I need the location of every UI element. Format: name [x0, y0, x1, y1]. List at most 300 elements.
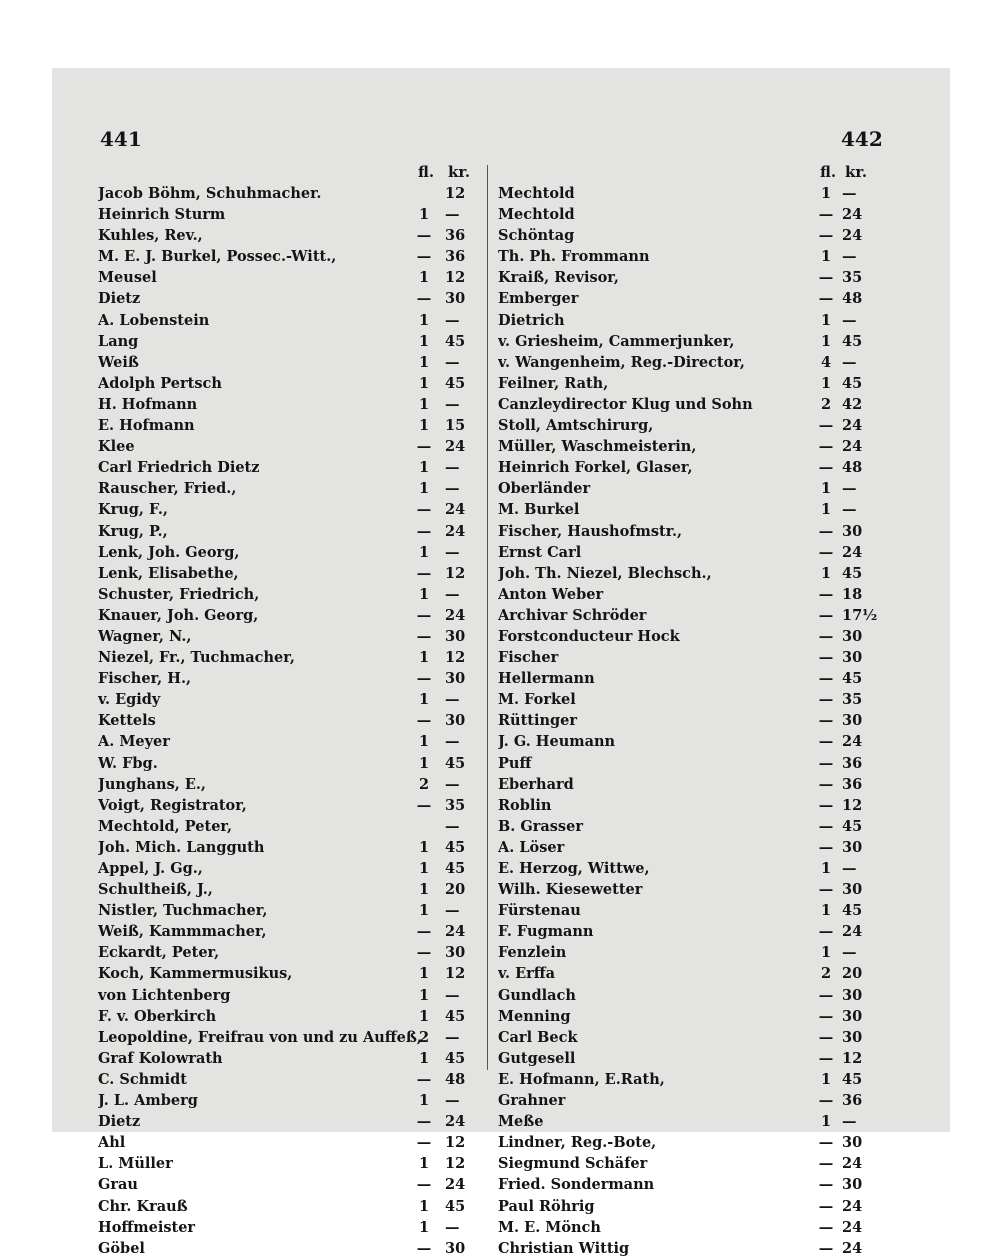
florin-amount: 1 [418, 754, 430, 772]
subscriber-name: F. v. Oberkirch [98, 1007, 217, 1025]
ledger-row [98, 668, 476, 689]
kreuzer-amount: 12 [445, 564, 466, 582]
florin-amount: — [818, 796, 834, 814]
ledger-row [498, 1153, 872, 1174]
ledger-row [98, 542, 476, 563]
subscriber-name: Lenk, Joh. Georg, [98, 543, 240, 561]
ledger-row [498, 858, 872, 879]
ledger-row [98, 310, 476, 331]
kreuzer-amount: 30 [445, 1239, 466, 1257]
florin-amount: — [818, 775, 834, 793]
subscriber-name: W. Fbg. [98, 754, 158, 772]
ledger-row [98, 1090, 476, 1111]
florin-amount: — [818, 881, 834, 899]
kreuzer-amount: 24 [842, 417, 863, 435]
subscriber-name: Archivar Schröder [498, 606, 647, 624]
kreuzer-amount: — [842, 1113, 857, 1131]
kreuzer-amount: 18 [842, 585, 863, 603]
ledger-row [98, 457, 476, 478]
ledger-row [98, 1111, 476, 1132]
ledger-row [98, 352, 476, 373]
ledger-row [98, 394, 476, 415]
ledger-row [498, 626, 872, 647]
kreuzer-amount: 30 [842, 1007, 863, 1025]
florin-amount: 1 [418, 838, 430, 856]
florin-amount: — [416, 1239, 432, 1257]
ledger-row [498, 942, 872, 963]
ledger-row [498, 563, 872, 584]
florin-amount: 1 [418, 1218, 430, 1236]
ledger-row [498, 816, 872, 837]
kreuzer-amount: 24 [842, 1239, 863, 1257]
kreuzer-amount: 24 [445, 1113, 466, 1131]
ledger-row [98, 647, 476, 668]
kreuzer-amount: — [445, 1092, 460, 1110]
ledger-row [498, 1027, 872, 1048]
florin-amount: 1 [418, 649, 430, 667]
florin-amount: 4 [820, 353, 832, 371]
right-column [498, 163, 878, 1259]
florin-amount: 1 [418, 206, 430, 224]
kreuzer-amount: — [445, 543, 460, 561]
kreuzer-amount: — [842, 501, 857, 519]
ledger-row [98, 710, 476, 731]
kreuzer-amount: 30 [842, 712, 863, 730]
kreuzer-amount: 24 [842, 543, 863, 561]
florin-amount: — [818, 670, 834, 688]
florin-amount: — [818, 438, 834, 456]
kreuzer-amount: 24 [842, 1218, 863, 1236]
subscriber-name: Hellermann [498, 670, 595, 688]
subscriber-name: Gutgesell [498, 1049, 576, 1067]
subscriber-name: Carl Friedrich Dietz [98, 459, 260, 477]
florin-amount: — [818, 838, 834, 856]
florin-amount: 1 [820, 860, 832, 877]
florin-amount: 1 [820, 374, 832, 392]
column-header [498, 163, 872, 183]
subscriber-name: Wagner, N., [98, 627, 192, 645]
florin-amount: — [818, 986, 834, 1004]
kreuzer-amount: 30 [445, 944, 466, 962]
subscriber-name: Leopoldine, Freifrau von und zu Auffeß, [98, 1028, 422, 1046]
subscriber-name: v. Egidy [98, 691, 161, 709]
subscriber-name: Paul Röhrig [498, 1197, 595, 1215]
ledger-row [98, 1196, 476, 1217]
kreuzer-amount: 24 [842, 1197, 863, 1215]
subscriber-name: H. Hofmann [98, 395, 198, 413]
subscriber-name: Kuhles, Rev., [98, 227, 203, 245]
florin-amount: 1 [820, 1070, 832, 1088]
ledger-row [498, 921, 872, 942]
kreuzer-amount: — [445, 733, 460, 751]
kreuzer-amount: 45 [842, 670, 863, 688]
kreuzer-amount: 30 [842, 627, 863, 645]
subscriber-name: Krug, F., [98, 501, 168, 519]
kreuzer-amount: 24 [445, 522, 466, 540]
subscriber-name: J. G. Heumann [498, 733, 616, 751]
ledger-row [498, 478, 872, 499]
kreuzer-amount: 24 [445, 501, 466, 519]
ledger-row [498, 584, 872, 605]
subscriber-name: Canzleydirector Klug und Sohn [498, 395, 753, 413]
subscriber-name: Kraiß, Revisor, [498, 269, 619, 287]
kreuzer-amount: 24 [445, 438, 466, 456]
ledger-row [498, 1238, 872, 1259]
ledger-row [98, 1174, 476, 1195]
subscriber-name: Oberländer [498, 480, 591, 498]
florin-amount: — [818, 1176, 834, 1194]
column-divider [487, 165, 488, 1070]
kreuzer-amount: 30 [842, 1176, 863, 1194]
florin-amount: — [416, 796, 432, 814]
ledger-row [98, 900, 476, 921]
subscriber-name: Heinrich Sturm [98, 206, 226, 224]
subscriber-name: L. Müller [98, 1155, 173, 1173]
kreuzer-amount: 35 [842, 691, 863, 709]
florin-amount: — [416, 564, 432, 582]
florin-amount: — [416, 227, 432, 245]
page-number-right: 442 [841, 127, 883, 151]
ledger-row [98, 605, 476, 626]
subscriber-name: M. E. Mönch [498, 1218, 601, 1236]
florin-amount: — [416, 670, 432, 688]
florin-amount: 1 [418, 881, 430, 899]
ledger-row [98, 731, 476, 752]
subscriber-name: Ernst Carl [498, 543, 582, 561]
florin-amount: 1 [418, 417, 430, 435]
florin-amount: 1 [820, 501, 832, 519]
kreuzer-amount: 24 [842, 923, 863, 941]
subscriber-name: A. Löser [498, 838, 565, 856]
kreuzer-amount: 12 [842, 796, 863, 814]
ledger-row [498, 1174, 872, 1195]
florin-amount: — [416, 944, 432, 962]
kr-header: kr. [448, 163, 471, 181]
subscriber-name: Gundlach [498, 986, 576, 1004]
subscriber-name: Krug, P., [98, 522, 168, 540]
ledger-row [498, 373, 872, 394]
subscriber-name: A. Lobenstein [98, 311, 210, 329]
subscriber-name: Emberger [498, 290, 579, 308]
column-header [98, 163, 476, 183]
subscriber-name: M. Forkel [498, 691, 576, 709]
ledger-row [98, 879, 476, 900]
ledger-row [98, 415, 476, 436]
subscriber-name: Mechtold [498, 185, 575, 202]
florin-amount: — [818, 1028, 834, 1046]
ledger-row [98, 689, 476, 710]
subscriber-name: E. Hofmann [98, 417, 195, 435]
ledger-row [498, 457, 872, 478]
kreuzer-amount: 36 [842, 754, 863, 772]
kreuzer-amount: — [445, 817, 460, 835]
ledger-row [498, 1069, 872, 1090]
kreuzer-amount: — [842, 944, 857, 962]
subscriber-name: Adolph Pertsch [98, 374, 222, 392]
subscriber-name: Schuster, Friedrich, [98, 585, 260, 603]
subscriber-name: Lang [98, 332, 139, 350]
kreuzer-amount: 45 [445, 1007, 466, 1025]
subscriber-name: Mechtold, Peter, [98, 817, 233, 835]
ledger-row [498, 1048, 872, 1069]
kreuzer-amount: 45 [445, 332, 466, 350]
kreuzer-amount: 35 [842, 269, 863, 287]
subscriber-name: Eberhard [498, 775, 574, 793]
florin-amount: 1 [418, 986, 430, 1004]
kreuzer-amount: — [445, 691, 460, 709]
ledger-row [498, 689, 872, 710]
ledger-row [498, 1090, 872, 1111]
ledger-row [498, 753, 872, 774]
kreuzer-amount: 24 [842, 1155, 863, 1173]
kreuzer-amount: — [842, 480, 857, 498]
ledger-row [498, 415, 872, 436]
kreuzer-amount: 36 [445, 248, 466, 266]
ledger-row [498, 710, 872, 731]
florin-amount: 1 [418, 269, 430, 287]
kreuzer-amount: 45 [842, 374, 863, 392]
kreuzer-amount: 17½ [842, 606, 878, 624]
ledger-row [98, 288, 476, 309]
florin-amount: — [818, 1092, 834, 1110]
subscriber-name: M. E. J. Burkel, Possec.-Witt., [98, 248, 337, 266]
kreuzer-amount: 45 [445, 374, 466, 392]
kreuzer-amount: — [445, 1028, 460, 1046]
kreuzer-amount: 30 [445, 670, 466, 688]
florin-amount: 1 [418, 459, 430, 477]
florin-amount: — [818, 712, 834, 730]
ledger-row [498, 267, 872, 288]
subscriber-name: Appel, J. Gg., [98, 860, 203, 877]
florin-amount: 1 [820, 564, 832, 582]
kreuzer-amount: — [445, 459, 460, 477]
ledger-row [498, 605, 878, 626]
florin-amount: — [818, 606, 834, 624]
subscriber-name: Dietz [98, 1113, 141, 1131]
florin-amount: — [416, 1176, 432, 1194]
florin-amount: 2 [820, 395, 832, 413]
kreuzer-amount: 36 [842, 775, 863, 793]
florin-amount: — [818, 417, 834, 435]
ledger-row [498, 795, 872, 816]
florin-amount: — [818, 1239, 834, 1257]
kreuzer-amount: — [842, 860, 857, 877]
kreuzer-amount: 24 [842, 206, 863, 224]
florin-amount: — [818, 290, 834, 308]
kreuzer-amount: 36 [445, 227, 466, 245]
florin-amount: 1 [418, 311, 430, 329]
kreuzer-amount: — [445, 775, 460, 793]
subscriber-name: M. Burkel [498, 501, 580, 519]
ledger-row [98, 331, 476, 352]
kreuzer-amount: 20 [445, 881, 466, 899]
florin-amount: — [818, 585, 834, 603]
florin-amount: — [818, 459, 834, 477]
florin-amount: — [416, 627, 432, 645]
kreuzer-amount: 12 [445, 1155, 466, 1173]
subscriber-name: Anton Weber [498, 585, 604, 603]
ledger-row [98, 1006, 476, 1027]
florin-amount: — [818, 1155, 834, 1173]
ledger-row [498, 985, 872, 1006]
ledger-row [498, 352, 872, 373]
kreuzer-amount: — [445, 311, 460, 329]
florin-amount: 1 [820, 480, 832, 498]
kreuzer-amount: 35 [445, 796, 466, 814]
ledger-row [498, 1196, 872, 1217]
kreuzer-amount: — [445, 353, 460, 371]
florin-amount: 1 [418, 860, 430, 877]
florin-amount: — [818, 627, 834, 645]
subscriber-name: Weiß [98, 353, 139, 371]
florin-amount: — [818, 1007, 834, 1025]
ledger-row [498, 183, 872, 204]
florin-amount: — [818, 817, 834, 835]
subscriber-name: Fischer, Haushofmstr., [498, 522, 683, 540]
subscriber-name: Stoll, Amtschirurg, [498, 417, 654, 435]
left-ledger [98, 183, 476, 1259]
florin-amount: — [818, 649, 834, 667]
subscriber-name: B. Grasser [498, 817, 583, 835]
ledger-row [498, 521, 872, 542]
page-number-left: 441 [100, 127, 142, 151]
florin-amount: 1 [418, 902, 430, 920]
kreuzer-amount: — [445, 395, 460, 413]
florin-amount: — [416, 501, 432, 519]
subscriber-name: Schöntag [498, 227, 575, 245]
subscriber-name: Niezel, Fr., Tuchmacher, [98, 649, 295, 667]
kreuzer-amount: 48 [842, 459, 863, 477]
subscriber-name: Chr. Krauß [98, 1197, 188, 1215]
kreuzer-amount: 45 [445, 860, 466, 877]
subscriber-name: Junghans, E., [98, 775, 206, 793]
kreuzer-amount: — [842, 248, 857, 266]
ledger-row [98, 373, 476, 394]
ledger-row [98, 858, 476, 879]
subscriber-name: Lindner, Reg.-Bote, [498, 1134, 657, 1152]
ledger-row [498, 774, 872, 795]
ledger-row [498, 225, 872, 246]
ledger-row [498, 668, 872, 689]
subscriber-name: v. Wangenheim, Reg.-Director, [498, 353, 745, 371]
ledger-row [498, 1111, 872, 1132]
kreuzer-amount: 24 [842, 733, 863, 751]
subscriber-name: Puff [498, 754, 532, 772]
ledger-row [498, 542, 872, 563]
subscriber-name: Meusel [98, 269, 157, 287]
subscriber-name: Wilh. Kiesewetter [498, 881, 643, 899]
ledger-row [98, 795, 476, 816]
florin-amount: 1 [820, 902, 832, 920]
subscriber-name: Rauscher, Fried., [98, 480, 237, 498]
subscriber-name: Göbel [98, 1239, 145, 1257]
subscriber-name: Schultheiß, J., [98, 881, 213, 899]
ledger-row [98, 246, 476, 267]
ledger-row [498, 837, 872, 858]
subscriber-name: Fischer [498, 649, 559, 667]
kreuzer-amount: — [445, 1218, 460, 1236]
kreuzer-amount: 45 [445, 754, 466, 772]
subscriber-name: Fischer, H., [98, 670, 192, 688]
subscriber-name: v. Erffa [498, 965, 556, 983]
ledger-row [98, 267, 476, 288]
subscriber-name: Voigt, Registrator, [98, 796, 247, 814]
kreuzer-amount: 45 [842, 817, 863, 835]
kreuzer-amount: 24 [842, 227, 863, 245]
florin-amount: — [818, 1134, 834, 1152]
florin-amount: 1 [820, 248, 832, 266]
kreuzer-amount: 12 [445, 185, 466, 202]
florin-amount: — [818, 1218, 834, 1236]
subscriber-name: Fenzlein [498, 944, 567, 962]
ledger-row [498, 731, 872, 752]
kreuzer-amount: 45 [842, 564, 863, 582]
subscriber-name: Nistler, Tuchmacher, [98, 902, 268, 920]
florin-amount: — [818, 923, 834, 941]
kreuzer-amount: 12 [445, 965, 466, 983]
kreuzer-amount: 20 [842, 965, 863, 983]
subscriber-name: Joh. Mich. Langguth [98, 838, 265, 856]
subscriber-name: E. Hofmann, E.Rath, [498, 1070, 665, 1088]
kreuzer-amount: 30 [445, 712, 466, 730]
florin-amount: — [818, 543, 834, 561]
florin-amount: 1 [418, 965, 430, 983]
florin-amount: 1 [418, 1155, 430, 1173]
kreuzer-amount: 24 [445, 923, 466, 941]
kreuzer-amount: 48 [842, 290, 863, 308]
right-ledger [498, 183, 878, 1259]
ledger-row [98, 1153, 476, 1174]
florin-amount: — [416, 248, 432, 266]
florin-amount: 1 [418, 395, 430, 413]
subscriber-name: Knauer, Joh. Georg, [98, 606, 259, 624]
kreuzer-amount: 30 [842, 1134, 863, 1152]
kreuzer-amount: 30 [842, 1028, 863, 1046]
ledger-row [498, 436, 872, 457]
kreuzer-amount: 30 [842, 522, 863, 540]
subscriber-name: Christian Wittig [498, 1239, 630, 1257]
florin-amount: — [818, 522, 834, 540]
subscriber-name: Joh. Th. Niezel, Blechsch., [498, 564, 712, 582]
kreuzer-amount: — [445, 480, 460, 498]
ledger-row [98, 753, 476, 774]
kreuzer-amount: 30 [842, 986, 863, 1004]
ledger-row [98, 1027, 476, 1048]
subscriber-name: Siegmund Schäfer [498, 1155, 648, 1173]
florin-amount: — [818, 1049, 834, 1067]
florin-amount: 1 [418, 585, 430, 603]
subscriber-name: Weiß, Kammmacher, [98, 923, 267, 941]
ledger-row [498, 246, 872, 267]
florin-amount: — [416, 438, 432, 456]
kreuzer-amount: 24 [445, 1176, 466, 1194]
kreuzer-amount: 12 [842, 1049, 863, 1067]
kreuzer-amount: 45 [842, 332, 863, 350]
subscriber-name: Hoffmeister [98, 1218, 196, 1236]
ledger-row [98, 499, 476, 520]
subscriber-name: Grau [98, 1176, 138, 1194]
ledger-row [498, 1006, 872, 1027]
subscriber-name: Dietrich [498, 311, 565, 329]
subscriber-name: Heinrich Forkel, Glaser, [498, 459, 693, 477]
subscriber-name: Dietz [98, 290, 141, 308]
subscriber-name: Müller, Waschmeisterin, [498, 438, 697, 456]
kreuzer-amount: — [445, 206, 460, 224]
subscriber-name: Graf Kolowrath [98, 1049, 223, 1067]
florin-amount: — [416, 290, 432, 308]
subscriber-name: von Lichtenberg [98, 986, 231, 1004]
florin-amount: 1 [820, 1113, 832, 1131]
